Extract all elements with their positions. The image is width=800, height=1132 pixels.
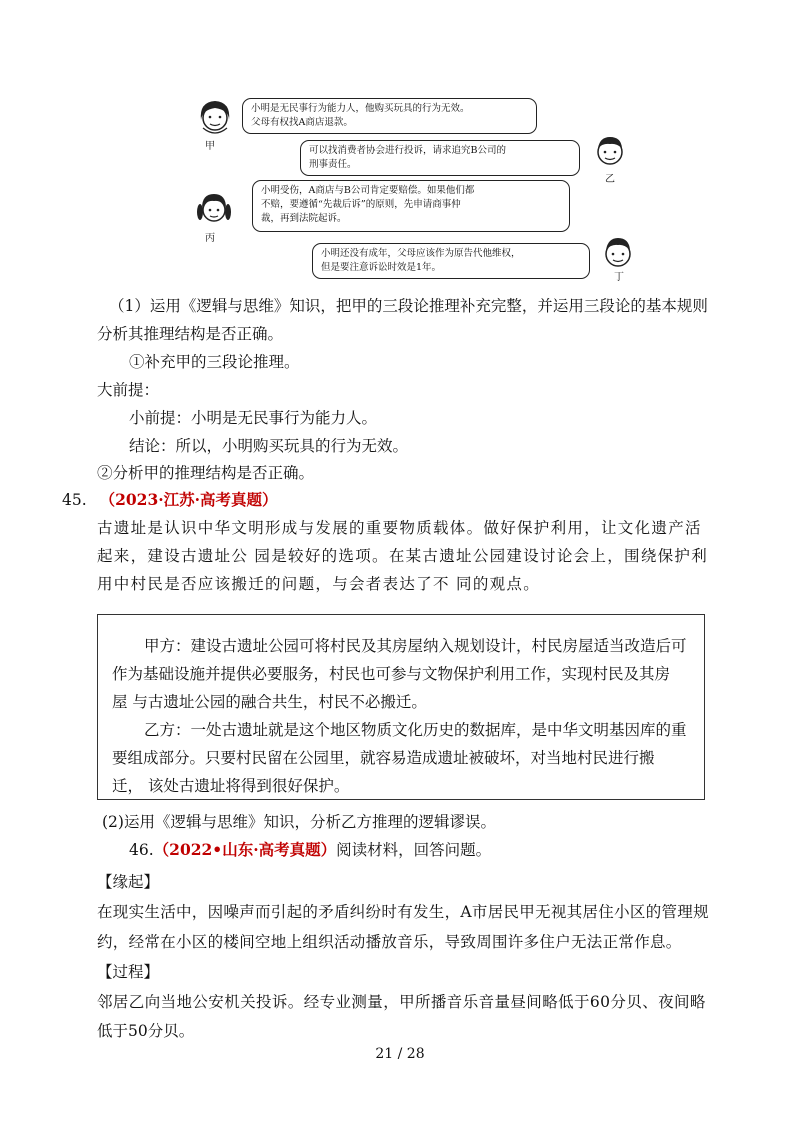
q46-header: [129, 840, 491, 860]
boy-face-icon: [592, 134, 628, 172]
q46-para-line: 低于50分贝。: [97, 1022, 195, 1040]
q45-box-line: 迁， 该处古遗址将得到很好保护。: [112, 777, 350, 795]
q45-header: [62, 490, 278, 510]
person-label-jia: 甲: [205, 141, 215, 152]
q45-intro-line: 用中村民是否应该搬迁的问题，与会者表达了不 同的观点。: [97, 575, 541, 593]
speech-bubble-bing: 小明受伤，A商店与B公司肯定要赔偿。如果他们都 不赔，要遵循“先裁后诉”的原则，先申请商事仲 裁，再到法院起诉。: [252, 180, 570, 232]
q46-heading-process: 【过程】: [97, 963, 160, 981]
q46-source: （2022•山东·高考真题）: [153, 840, 337, 859]
q45-intro-line: 古遗址是认识中华文明形成与发展的重要物质载体。做好保护利用，让文化遗产活: [97, 519, 702, 537]
q44-major-premise: 大前提：: [97, 381, 160, 399]
q45-source: （2023·江苏·高考真题）: [99, 490, 278, 509]
q45-box-line: 甲方：建设古遗址公园可将村民及其房屋纳入规划设计，村民房屋适当改造后可: [144, 637, 687, 655]
q44-part1-line1: （1）运用《逻辑与思维》知识，把甲的三段论推理补充完整，并运用三段论的基本规则: [109, 297, 708, 315]
q45-box-line: 乙方：一处古遗址就是这个地区物质文化历史的数据库，是中华文明基因库的重: [144, 721, 687, 739]
page-number: 21 / 28: [375, 1046, 425, 1062]
q44-sub1: ①补充甲的三段论推理。: [129, 353, 300, 371]
q44-sub2: ②分析甲的推理结构是否正确。: [97, 464, 315, 482]
q45-box-line: 作为基础设施并提供必要服务，村民也可参与文物保护利用工作，实现村民及其房: [112, 665, 671, 683]
q45-intro-line: 起来，建设古遗址公 园是较好的选项。在某古遗址公园建设讨论会上，围绕保护利: [97, 547, 709, 565]
q45-box-line: 要组成部分。只要村民留在公园里，就容易造成遗址被破坏，对当地村民进行搬: [112, 749, 655, 767]
speech-bubble-jia: 小明是无民事行为能力人，他购买玩具的行为无效。 父母有权找A商店退款。: [242, 98, 537, 134]
q44-conclusion: 结论：所以，小明购买玩具的行为无效。: [129, 437, 409, 455]
q46-para-line: 约，经常在小区的楼间空地上组织活动播放音乐，导致周围许多住户无法正常作息。: [97, 933, 682, 951]
q44-minor-premise: 小前提：小明是无民事行为能力人。: [129, 409, 378, 427]
q45-number: 45.: [62, 491, 87, 509]
q45-box-line: 屋 与古遗址公园的融合共生，村民不必搬迁。: [112, 693, 427, 711]
q46-heading-origin: 【缘起】: [97, 873, 160, 891]
girl-pigtails-face-icon: [194, 190, 234, 230]
person-label-ding: 丁: [614, 272, 624, 283]
q46-instruction: 阅读材料，回答问题。: [336, 841, 492, 859]
speech-bubble-yi: 可以找消费者协会进行投诉，请求追究B公司的 刑事责任。: [300, 140, 580, 176]
q46-para-line: 在现实生活中，因噪声而引起的矛盾纠纷时有发生，A市居民甲无视其居住小区的管理规: [97, 903, 709, 921]
q44-part1-line2: 分析其推理结构是否正确。: [97, 325, 284, 343]
q46-number: 46.: [129, 841, 154, 859]
q46-para-line: 邻居乙向当地公安机关投诉。经专业测量，甲所播音乐音量昼间略低于60分贝、夜间略: [97, 993, 706, 1011]
person-label-yi: 乙: [605, 174, 615, 185]
q45-question: (2)运用《逻辑与思维》知识，分析乙方推理的逻辑谬误。: [102, 813, 496, 831]
girl-face-icon: [196, 98, 234, 138]
person-label-bing: 丙: [205, 233, 215, 244]
speech-bubble-ding: 小明还没有成年，父母应该作为原告代他维权， 但是要注意诉讼时效是1年。: [312, 243, 590, 279]
